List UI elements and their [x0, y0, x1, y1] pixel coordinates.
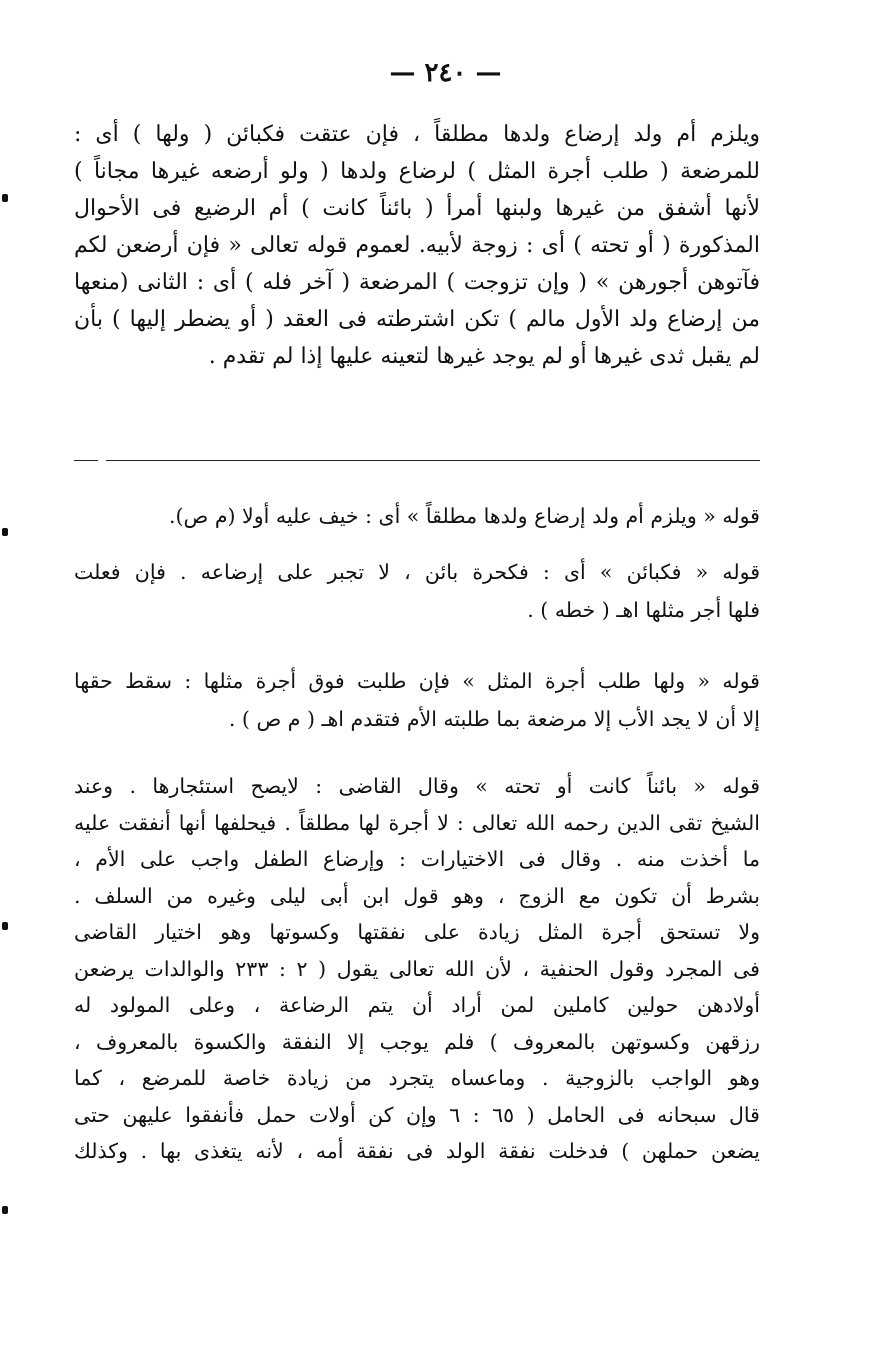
footnote-line: إلا أن لا يجد الأب إلا مرضعة بما طلبته الأم فتقدم اهـ ( م ص ) .: [228, 707, 760, 731]
footnote-line: فى المجرد وقول الحنفية ، لأن الله تعالى يقول ( ٢ : ٢٣٣ والوالدات يرضعن: [74, 956, 760, 981]
main-text-line: لم يقبل ثدى غيرها أو لم يوجد غيرها لتعينه عليها إذا لم تقدم .: [208, 344, 760, 369]
main-text-line: فآتوهن أجورهن » ( وإن تزوجت ) المرضعة ( آخر فله ) أى : الثانى (منعها: [74, 270, 760, 295]
footnote: [74, 497, 760, 535]
main-text: [74, 116, 760, 375]
footnote: [74, 662, 760, 738]
footnote-line: قوله « ولها طلب أجرة المثل » فإن طلبت فوق أجرة مثلها : سقط حقها: [74, 669, 760, 693]
page-number: — ٢٤٠ —: [389, 58, 502, 88]
margin-mark: [2, 1206, 8, 1214]
footnote-line: قوله « فكبائن » أى : فكحرة بائن ، لا تجبر على إرضاعه . فإن فعلت: [74, 560, 760, 584]
main-text-line: للمرضعة ( طلب أجرة المثل ) لرضاع ولدها ( ولو أرضعه غيرها مجاناً ): [74, 159, 760, 184]
main-text-line: لأنها أشفق من غيرها ولبنها أمرأ ( بائناً كانت ) أم الرضيع فى الأحوال: [74, 196, 760, 221]
margin-mark: [2, 528, 8, 536]
footnote-line: بشرط أن تكون مع الزوج ، وهو قول ابن أبى ليلى وغيره من السلف .: [74, 883, 760, 908]
footnote-line: ما أخذت منه . وقال فى الاختيارات : وإرضاع الطفل واجب على الأم ،: [74, 847, 760, 871]
margin-mark: [2, 922, 8, 930]
footnote: [74, 768, 760, 1170]
footnote: [74, 553, 760, 629]
main-text-line: ويلزم أم ولد إرضاع ولدها مطلقاً ، فإن عتقت فكبائن ( ولها ) أى :: [74, 122, 760, 147]
footnote-line: قوله « ويلزم أم ولد إرضاع ولدها مطلقاً » أى : خيف عليه أولا (م ص).: [169, 504, 760, 528]
main-text-line: من إرضاع ولد الأول مالم ) تكن اشترطته فى العقد ( أو يضطر إليها ) بأن: [74, 307, 760, 332]
footnote-line: قوله « بائناً كانت أو تحته » وقال القاضى : لايصح استئجارها . وعند: [74, 774, 760, 798]
margin-mark: [2, 194, 8, 202]
footnote-line: قال سبحانه فى الحامل ( ٦٥ : ٦ وإن كن أولات حمل فأنفقوا عليهن حتى: [74, 1102, 760, 1127]
footnote-line: فلها أجر مثلها اهـ ( خطه ) .: [527, 598, 760, 622]
footnote-line: الشيخ تقى الدين رحمه الله تعالى : لا أجرة لها مطلقاً . فيحلفها أنها أنفقت عليه: [74, 810, 760, 835]
separator-rule-short: [74, 460, 98, 461]
footnote-line: رزقهن وكسوتهن بالمعروف ) فلم يوجب إلا النفقة والكسوة بالمعروف ،: [74, 1029, 760, 1054]
main-text-line: المذكورة ( أو تحته ) أى : زوجة لأبيه. لعموم قوله تعالى « فإن أرضعن لكم: [74, 233, 760, 258]
separator-rule: [106, 460, 760, 461]
footnote-line: يضعن حملهن ) فدخلت نفقة الولد فى نفقة أمه ، لأنه يتغذى بها . وكذلك: [74, 1139, 760, 1163]
footnote-line: ولا تستحق أجرة المثل زيادة على نفقتها وكسوتها وهو اختيار القاضى: [74, 920, 760, 944]
footnote-line: أولادهن حولين كاملين لمن أراد أن يتم الرضاعة ، وعلى المولود له: [74, 993, 760, 1017]
footnote-line: وهو الواجب بالزوجية . وماعساه يتجرد من زيادة خاصة للمرضع ، كما: [74, 1066, 760, 1090]
